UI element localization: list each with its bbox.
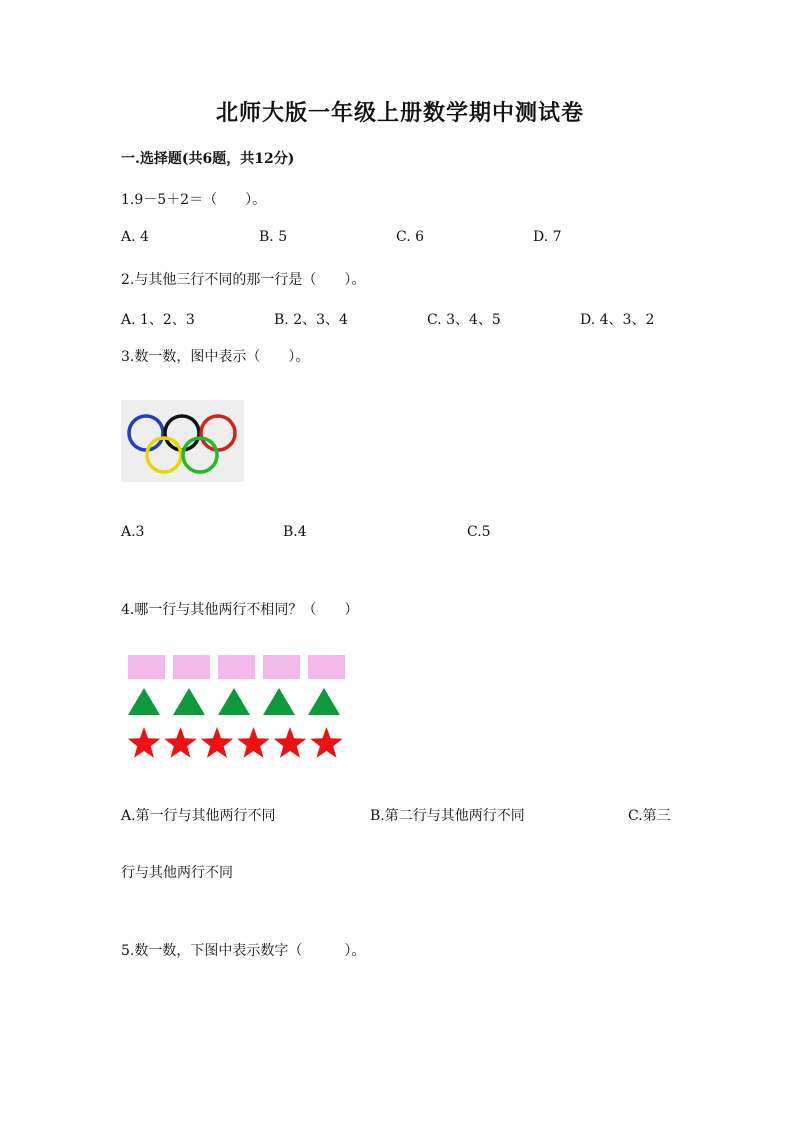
row-1-rectangle-1: [128, 655, 165, 679]
q3-option-a: A.3: [121, 524, 145, 540]
q4-option-c: C.第三: [628, 808, 671, 824]
row-3-star-2: [164, 727, 196, 758]
q1-option-b: B. 5: [259, 229, 288, 245]
q2-option-a: A. 1、2、3: [121, 312, 195, 328]
q1-option-c: C. 6: [396, 229, 425, 245]
section-heading: 一.选择题(共6题，共12分): [121, 151, 295, 167]
q3-option-c: C.5: [467, 524, 491, 540]
q1-option-d: D. 7: [533, 229, 562, 245]
olympic-rings-image: [121, 400, 244, 482]
row-1-rectangle-5: [308, 655, 345, 679]
row-1-rectangle-2: [173, 655, 210, 679]
row-2-triangle-2: [173, 688, 205, 715]
row-1-rectangle-3: [218, 655, 255, 679]
row-3-star-4: [237, 727, 269, 758]
row-2-triangle-5: [308, 688, 340, 715]
row-1-rectangle-4: [263, 655, 300, 679]
row-2-triangle-1: [128, 688, 160, 715]
q2-option-b: B. 2、3、4: [274, 312, 348, 328]
row-3-star-6: [310, 727, 342, 758]
row-3-star-5: [274, 727, 306, 758]
q4-option-b: B.第二行与其他两行不同: [370, 808, 525, 824]
row-2-triangle-3: [218, 688, 250, 715]
row-2-triangle-4: [263, 688, 295, 715]
image-background: [121, 400, 244, 482]
question-4-stem: 4.哪一行与其他两行不相同？（ ）: [121, 602, 359, 618]
shapes-rows-image: [121, 648, 356, 770]
row-3-star-1: [128, 727, 160, 758]
q4-option-c-continued: 行与其他两行不同: [121, 865, 233, 881]
question-2-stem: 2.与其他三行不同的那一行是（ ）。: [121, 272, 366, 288]
q4-option-a: A.第一行与其他两行不同: [121, 808, 276, 824]
page-title: 北师大版一年级上册数学期中测试卷: [215, 100, 584, 126]
q2-option-c: C. 3、4、5: [427, 312, 501, 328]
q1-option-a: A. 4: [121, 229, 149, 245]
q2-option-d: D. 4、3、2: [580, 312, 655, 328]
question-3-stem: 3.数一数，图中表示（ ）。: [121, 349, 310, 365]
row-3-star-3: [201, 727, 233, 758]
q3-option-b: B.4: [283, 524, 307, 540]
question-5-stem: 5.数一数，下图中表示数字（ ）。: [121, 943, 366, 959]
question-1-stem: 1.9－5＋2＝（ ）。: [121, 192, 267, 208]
